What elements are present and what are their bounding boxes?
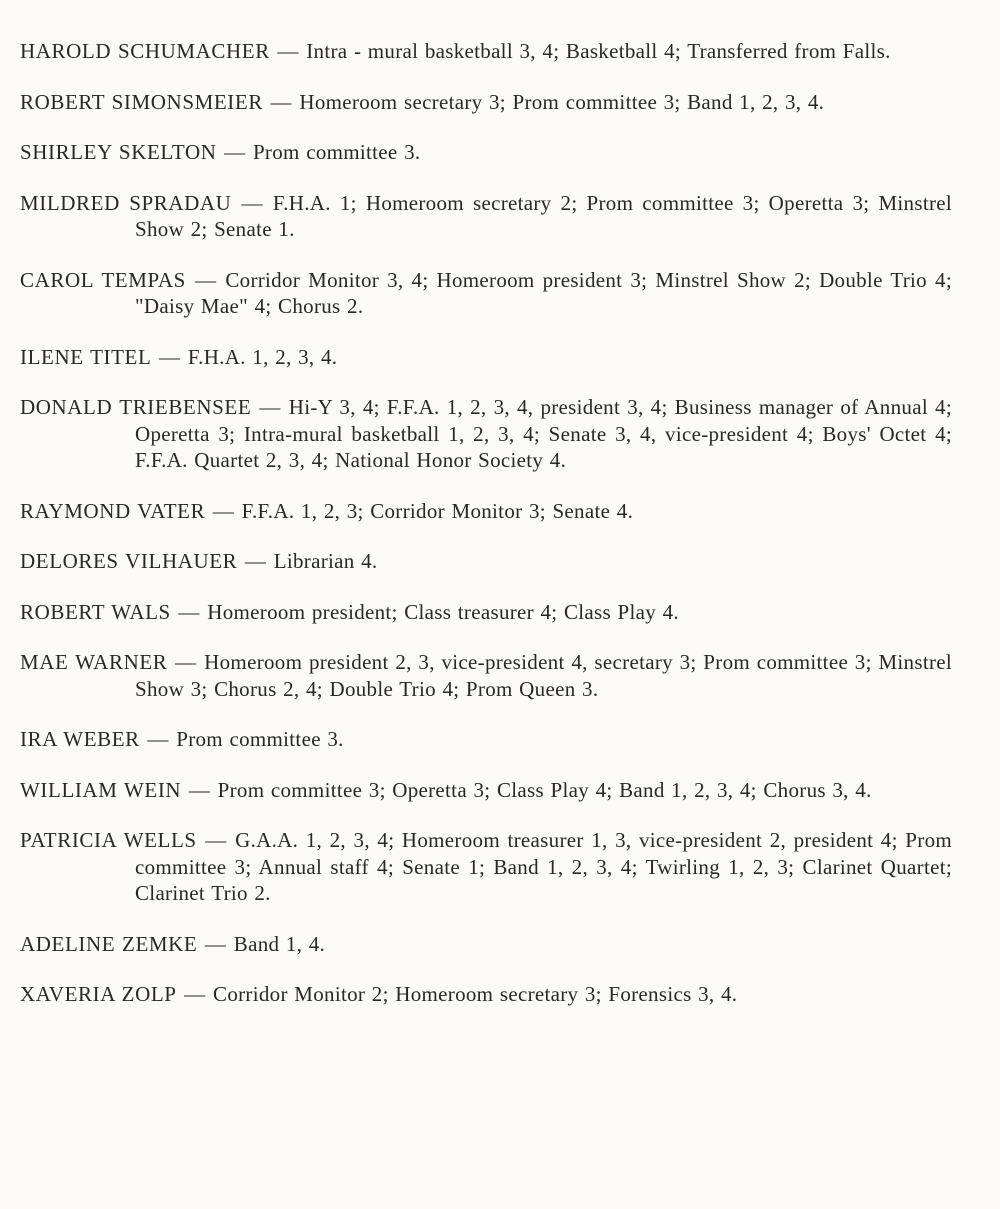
em-dash: — <box>188 777 211 802</box>
student-activities: Homeroom president; Class treasurer 4; Class Play 4. <box>207 599 679 624</box>
em-dash: — <box>277 39 299 63</box>
entry-carol-tempas <box>20 267 952 320</box>
student-name: HAROLD SCHUMACHER <box>20 39 270 63</box>
student-name: PATRICIA WELLS <box>20 828 197 852</box>
entry-mildred-spradau <box>20 190 952 243</box>
entry-ilene-titel <box>20 344 952 371</box>
student-activities: F.F.A. 1, 2, 3; Corridor Monitor 3; Senate 4. <box>241 498 634 523</box>
student-name: MAE WARNER <box>20 650 168 674</box>
student-name: IRA WEBER <box>20 727 140 751</box>
em-dash: — <box>194 267 217 292</box>
student-activities: Prom committee 3. <box>252 140 421 164</box>
student-activities: Corridor Monitor 2; Homeroom secretary 3; Forensics 3, 4. <box>213 982 738 1006</box>
student-activities: F.H.A. 1; Homeroom secretary 2; Prom committee 3; Operetta 3; Minstrel Show 2; Senate 1. <box>135 190 953 241</box>
student-name: ILENE TITEL <box>20 344 152 369</box>
em-dash: — <box>178 599 200 624</box>
student-name: ROBERT WALS <box>20 599 171 624</box>
entry-adeline-zemke <box>20 931 952 958</box>
em-dash: — <box>270 89 292 114</box>
student-name: CAROL TEMPAS <box>20 267 186 292</box>
entry-shirley-skelton <box>20 139 952 166</box>
em-dash: — <box>212 498 235 523</box>
em-dash: — <box>205 828 227 852</box>
student-activities: Prom committee 3. <box>176 727 344 751</box>
em-dash: — <box>241 190 263 215</box>
student-activities: Intra - mural basketball 3, 4; Basketball 4; Transferred from Falls. <box>306 39 891 63</box>
student-activities: Band 1, 4. <box>233 931 326 956</box>
student-name: ROBERT SIMONSMEIER <box>20 89 263 114</box>
em-dash: — <box>184 982 206 1006</box>
entry-robert-wals <box>20 599 952 626</box>
entry-ira-weber <box>20 726 952 753</box>
entry-raymond-vater <box>20 498 952 525</box>
entry-robert-simonsmeier <box>20 89 952 116</box>
em-dash: — <box>204 931 227 956</box>
student-name: ADELINE ZEMKE <box>20 931 198 956</box>
student-activities: Librarian 4. <box>273 549 378 573</box>
entry-harold-schumacher <box>20 38 952 65</box>
entry-xaveria-zolp <box>20 981 952 1008</box>
student-name: WILLIAM WEIN <box>20 777 182 802</box>
em-dash: — <box>224 140 246 164</box>
student-activities: Homeroom president 2, 3, vice-president 4, secretary 3; Prom committee 3; Minstrel Show 3; Chorus 2, 4; Double Trio 4; Prom Queen 3. <box>135 650 953 701</box>
em-dash: — <box>175 650 197 674</box>
entry-william-wein <box>20 777 952 804</box>
entry-delores-vilhauer <box>20 548 952 575</box>
entry-mae-warner <box>20 649 952 702</box>
student-name: DONALD TRIEBENSEE <box>20 395 252 419</box>
student-activities: Prom committee 3; Operetta 3; Class Play 4; Band 1, 2, 3, 4; Chorus 3, 4. <box>217 777 872 802</box>
student-activities: F.H.A. 1, 2, 3, 4. <box>187 344 338 369</box>
student-activities: Hi-Y 3, 4; F.F.A. 1, 2, 3, 4, president 3, 4; Business manager of Annual 4; Operetta 3; Intra-mural basketball 1, 2, 3, 4; Senate 3, 4, vice-president 4; Boys' Octet 4; F.F.A. Quartet 2, 3, 4; National Honor Society 4. <box>135 395 952 472</box>
em-dash: — <box>147 727 169 751</box>
student-name: DELORES VILHAUER <box>20 549 238 573</box>
student-name: XAVERIA ZOLP <box>20 982 177 1006</box>
em-dash: — <box>244 549 267 573</box>
em-dash: — <box>158 344 181 369</box>
student-name: SHIRLEY SKELTON <box>20 140 217 164</box>
student-activities: Homeroom secretary 3; Prom committee 3; Band 1, 2, 3, 4. <box>299 89 825 114</box>
student-activities: G.A.A. 1, 2, 3, 4; Homeroom treasurer 1, 3, vice-president 2, president 4; Prom committee 3; Annual staff 4; Senate 1; Band 1, 2, 3, 4; Twirling 1, 2, 3; Clarinet Quartet; Clarinet Trio 2. <box>135 828 953 905</box>
entry-patricia-wells <box>20 827 952 907</box>
entry-donald-triebensee <box>20 394 952 474</box>
student-name: RAYMOND VATER <box>20 498 206 523</box>
em-dash: — <box>259 395 281 419</box>
student-name: MILDRED SPRADAU <box>20 190 232 215</box>
student-activities: Corridor Monitor 3, 4; Homeroom president 3; Minstrel Show 2; Double Trio 4; "Daisy Mae" 4; Chorus 2. <box>135 267 952 318</box>
